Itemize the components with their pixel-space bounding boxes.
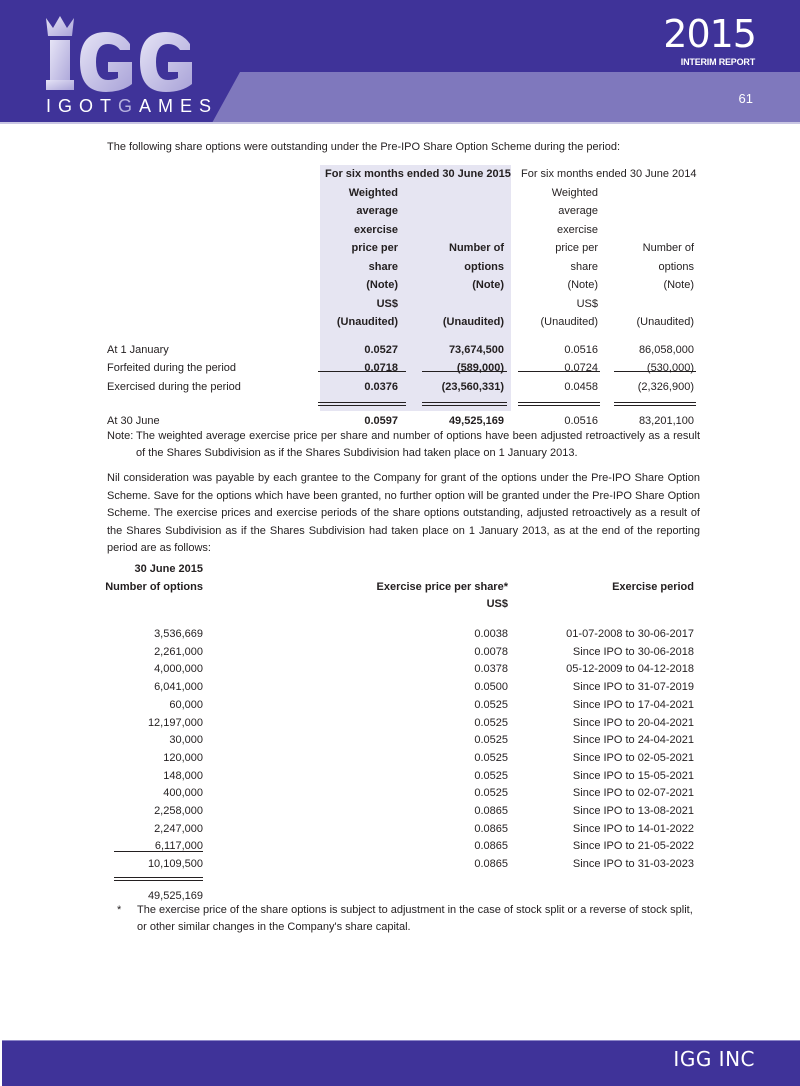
price-cell: 0.0525 — [474, 698, 508, 711]
options-total: 49,525,169 — [147, 889, 203, 902]
header-cell: average — [558, 205, 598, 217]
header-cell: options — [464, 260, 504, 273]
table-row — [107, 734, 697, 752]
header-cell: price per — [351, 242, 398, 254]
options-cell: 12,197,000 — [147, 716, 203, 729]
options-2014: 83,201,100 — [638, 415, 694, 427]
options-2014: (2,326,900) — [637, 380, 694, 393]
price-2015: 0.0597 — [364, 415, 398, 427]
period-cell: Since IPO to 31-03-2023 — [572, 858, 694, 870]
footer-brand: IGG INC — [673, 1047, 755, 1071]
price-cell: 0.0038 — [474, 628, 508, 641]
options-2015: 73,674,500 — [448, 343, 504, 356]
price-cell: 0.0865 — [474, 804, 508, 817]
row-label: Exercised during the period — [107, 380, 241, 393]
table-header-row — [107, 279, 697, 298]
header-band — [212, 72, 800, 123]
table-group-header — [107, 168, 697, 187]
table-header-row — [107, 598, 697, 616]
options-2015: (589,000) — [456, 362, 504, 374]
table-row — [107, 663, 697, 681]
period-cell: Since IPO to 17-04-2021 — [572, 698, 694, 711]
logo-wordmark — [46, 96, 218, 117]
wordmark-part: IGOT — [46, 96, 118, 116]
table-header-row — [107, 563, 697, 581]
price-cell: 0.0525 — [474, 751, 508, 764]
header-cell: (Note) — [472, 279, 504, 291]
header-cell: (Note) — [663, 279, 694, 291]
header-date: 30 June 2015 — [134, 563, 203, 575]
table-row — [107, 805, 697, 823]
total-double-rule — [318, 402, 406, 406]
total-double-rule — [518, 402, 600, 406]
table-row — [107, 770, 697, 788]
footnote-marker: * — [117, 904, 122, 916]
spacer — [107, 335, 697, 344]
row-label: Forfeited during the period — [107, 362, 237, 374]
options-2014: (530,000) — [646, 362, 694, 374]
header-cell: Weighted — [348, 186, 398, 199]
header-cell: (Unaudited) — [336, 316, 398, 328]
options-2015: (23,560,331) — [441, 380, 504, 393]
price-cell: 0.0525 — [474, 787, 508, 800]
price-cell: 0.0525 — [474, 716, 508, 729]
header-cell: (Note) — [567, 279, 598, 291]
table-header-row — [107, 261, 697, 280]
table-header-row — [107, 224, 697, 243]
header-cell: (Unaudited) — [540, 316, 598, 328]
period-cell: Since IPO to 21-05-2022 — [572, 840, 694, 853]
options-cell: 120,000 — [163, 751, 203, 764]
table-header-row — [107, 205, 697, 224]
price-cell: 0.0865 — [474, 858, 508, 870]
spacer — [107, 616, 697, 628]
body-paragraph: Nil consideration was payable by each grantee to the Company for grant of the options under the Pre-IPO Share Option Scheme. Save for the options which have been granted, no further option will be granted under the Pre-IPO Share Option Scheme. The exercise prices and exercise periods of the share options outstanding, adjusted retroactively as a result of the Shares Subdivision as if the Shares Subdivision had taken place on 1 January 2013, as at the end of the reporting period are as follows: — [107, 472, 700, 555]
table-row — [107, 646, 697, 664]
header-cell: (Unaudited) — [442, 316, 504, 328]
options-cell: 6,117,000 — [154, 840, 203, 853]
table-row — [107, 717, 697, 735]
header-cell: average — [356, 205, 398, 217]
period-cell: Since IPO to 20-04-2021 — [572, 716, 694, 729]
header-cell: share — [368, 260, 398, 273]
table-header-row — [107, 187, 697, 206]
price-2014: 0.0724 — [564, 362, 598, 374]
options-cell: 6,041,000 — [154, 681, 203, 694]
header-price: Exercise price per share* — [376, 580, 508, 593]
note-label: Note: — [107, 430, 134, 442]
header-cell: Number of — [642, 242, 694, 254]
table-row — [107, 699, 697, 717]
total-double-rule — [614, 402, 696, 406]
options-2014: 86,058,000 — [638, 343, 694, 356]
period-cell: 05-12-2009 to 04-12-2018 — [566, 663, 694, 676]
intro-text: The following share options were outstanding under the Pre-IPO Share Option Scheme during the period: — [107, 141, 621, 153]
period-cell: Since IPO to 13-08-2021 — [572, 804, 694, 817]
price-cell: 0.0865 — [474, 822, 508, 835]
options-cell: 30,000 — [169, 734, 203, 747]
price-2014: 0.0516 — [564, 415, 598, 427]
footnote-text: The exercise price of the share options is subject to adjustment in the case of stock split or a reverse of stock split, or other similar changes in the Company's share capital. — [137, 904, 693, 933]
table-header-row — [107, 581, 697, 599]
period-cell: Since IPO to 14-01-2022 — [572, 822, 694, 835]
footnote — [117, 902, 700, 936]
options-cell: 2,247,000 — [154, 822, 203, 835]
total-double-rule — [114, 877, 203, 881]
subtotal-rule — [422, 371, 507, 372]
options-cell: 3,536,669 — [154, 628, 203, 641]
header-cell: exercise — [353, 223, 398, 236]
header-cell: Number of — [449, 242, 504, 254]
period-cell: Since IPO to 30-06-2018 — [572, 645, 694, 658]
note-text: The weighted average exercise price per share and number of options have been adjusted retroactively as a result of the Shares Subdivision as if the Shares Subdivision had taken place on 1 January 2013. — [136, 430, 700, 459]
period-cell: Since IPO to 02-05-2021 — [572, 751, 694, 764]
price-cell: 0.0865 — [474, 840, 508, 853]
table-row — [107, 381, 697, 400]
header-cell: options — [658, 260, 694, 273]
options-cell: 10,109,500 — [147, 858, 203, 870]
options-cell: 4,000,000 — [154, 663, 203, 676]
header-cell: share — [570, 260, 598, 273]
table-note — [107, 428, 700, 462]
price-2015: 0.0376 — [364, 380, 398, 393]
options-2015: 49,525,169 — [448, 415, 504, 427]
table-header-row — [107, 316, 697, 335]
table-header-row — [107, 298, 697, 317]
report-label: INTERIM REPORT — [680, 57, 755, 67]
period-cell: Since IPO to 15-05-2021 — [572, 769, 694, 782]
header-options: Number of options — [105, 580, 203, 593]
subtotal-rule — [114, 851, 203, 852]
table-row — [107, 823, 697, 841]
header-cell: (Note) — [366, 279, 398, 291]
share-option-movement-table — [107, 168, 697, 434]
table-row — [107, 840, 697, 858]
header-cell: (Unaudited) — [636, 316, 694, 328]
options-cell: 148,000 — [163, 769, 203, 782]
table-header-row — [107, 242, 697, 261]
page-footer — [2, 1040, 800, 1086]
period-cell: Since IPO to 24-04-2021 — [572, 734, 694, 747]
header-cell: price per — [555, 242, 598, 254]
options-cell: 400,000 — [163, 787, 203, 800]
price-cell: 0.0500 — [474, 681, 508, 694]
subtotal-rule — [614, 371, 696, 372]
group-header-2015: For six months ended 30 June 2015 — [325, 168, 511, 180]
price-2015: 0.0718 — [364, 362, 398, 374]
group-header-2014: For six months ended 30 June 2014 — [521, 168, 697, 180]
report-year: 2015 — [663, 12, 756, 56]
page-number: 61 — [738, 91, 753, 106]
page-header — [0, 0, 800, 124]
table-row — [107, 752, 697, 770]
price-2015: 0.0527 — [364, 343, 398, 356]
options-cell: 2,261,000 — [154, 645, 203, 658]
table-row — [107, 787, 697, 805]
header-price-unit: US$ — [486, 598, 508, 611]
period-cell: Since IPO to 02-07-2021 — [572, 787, 694, 800]
price-cell: 0.0525 — [474, 769, 508, 782]
table-row — [107, 344, 697, 363]
subtotal-rule — [518, 371, 600, 372]
options-cell: 60,000 — [169, 698, 203, 711]
header-period: Exercise period — [612, 580, 694, 593]
row-label: At 30 June — [107, 415, 160, 427]
price-2014: 0.0458 — [564, 380, 598, 393]
row-label: At 1 January — [107, 343, 169, 356]
table-row — [107, 628, 697, 646]
period-cell: 01-07-2008 to 30-06-2017 — [566, 628, 694, 641]
period-cell: Since IPO to 31-07-2019 — [572, 681, 694, 694]
total-double-rule — [422, 402, 507, 406]
table-row — [107, 681, 697, 699]
price-cell: 0.0378 — [474, 663, 508, 676]
header-cell: Weighted — [551, 186, 598, 199]
price-2014: 0.0516 — [564, 343, 598, 356]
price-cell: 0.0525 — [474, 734, 508, 747]
subtotal-rule — [318, 371, 406, 372]
outstanding-options-table — [107, 563, 697, 907]
options-cell: 2,258,000 — [154, 804, 203, 817]
header-cell: exercise — [557, 223, 598, 236]
table-row — [107, 858, 697, 876]
wordmark-part: G — [118, 96, 140, 116]
header-cell: US$ — [376, 297, 398, 310]
header-cell: US$ — [576, 297, 598, 310]
wordmark-part: AMES — [139, 96, 219, 116]
price-cell: 0.0078 — [474, 645, 508, 658]
